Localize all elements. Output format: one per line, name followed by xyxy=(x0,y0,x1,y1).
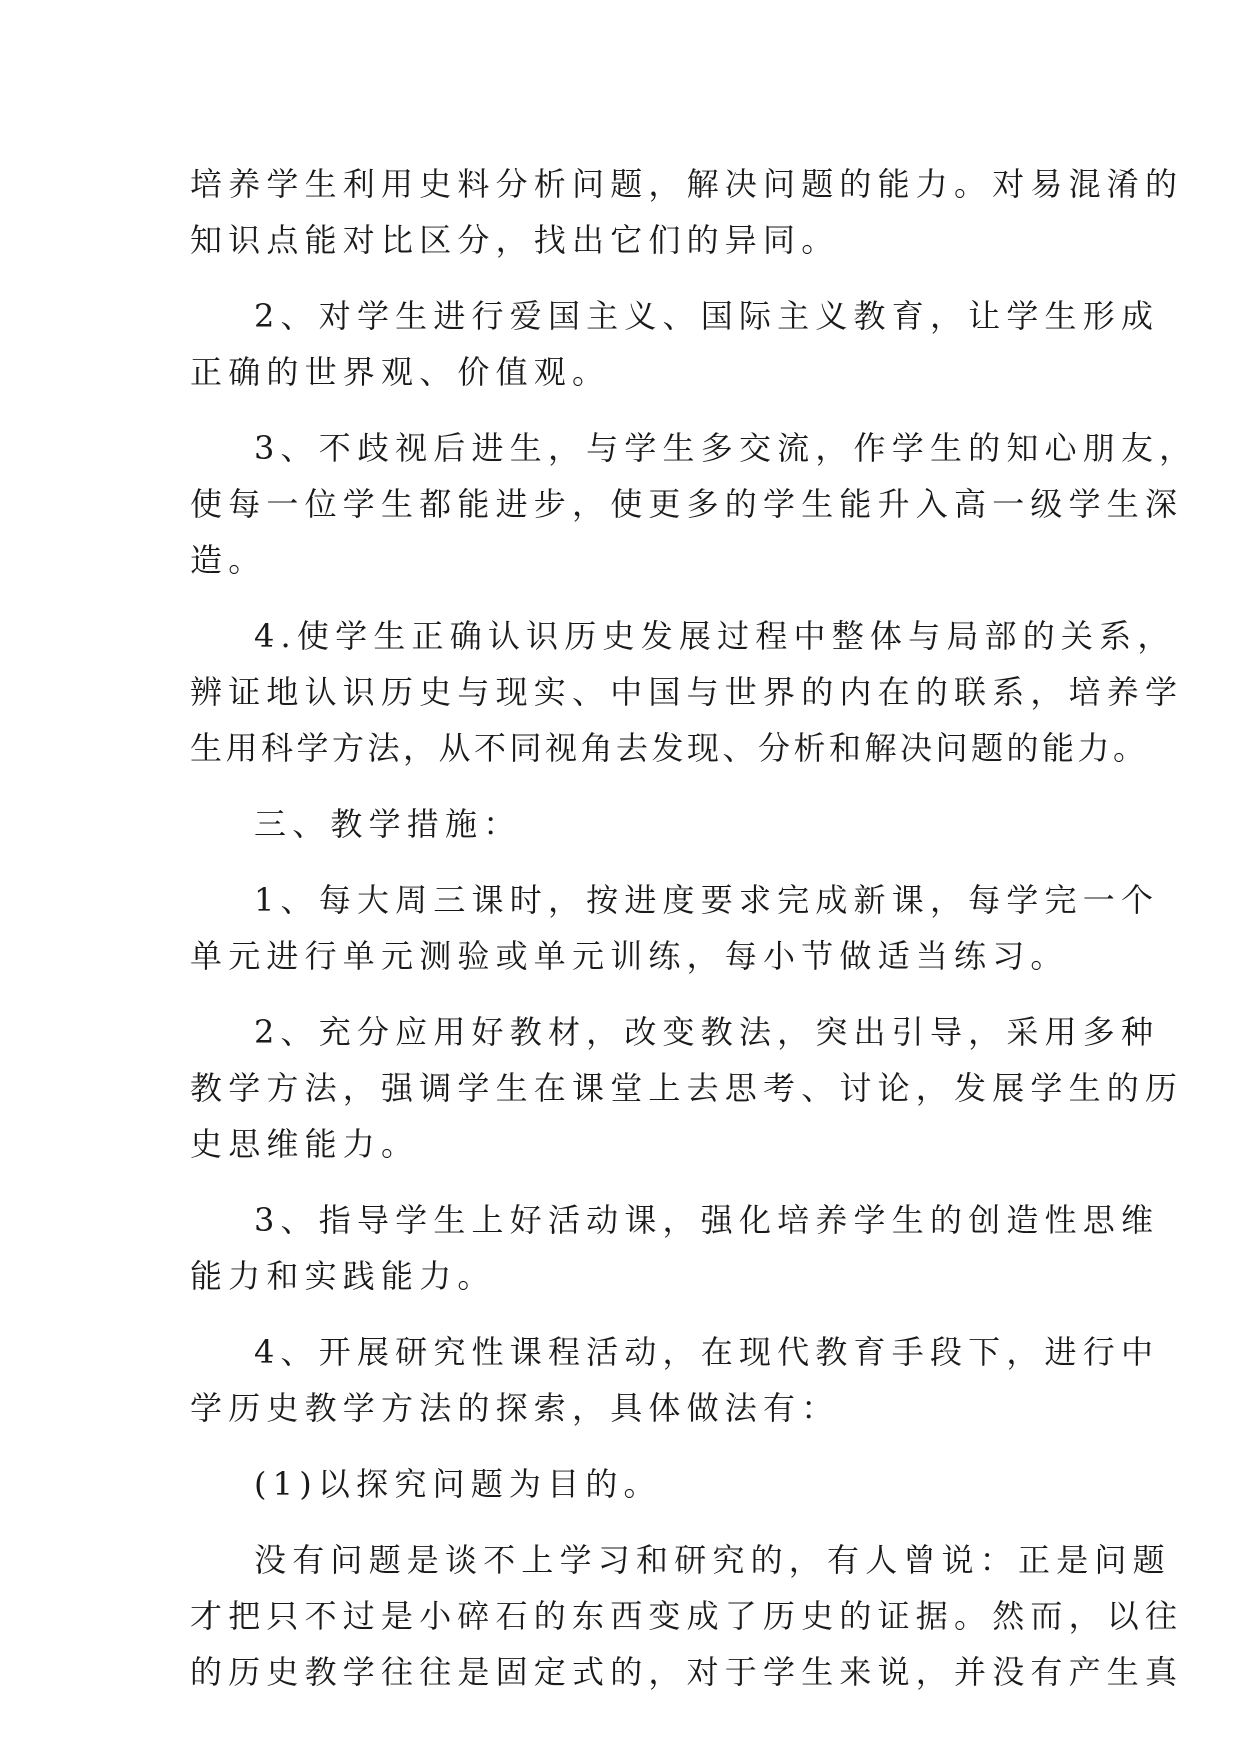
text-line: 生用科学方法，从不同视角去发现、分析和解决问题的能力。 xyxy=(190,729,1149,767)
text-line: 3、指导学生上好活动课，强化培养学生的创造性思维 xyxy=(254,1201,1160,1239)
text-line: 4.使学生正确认识历史发展过程中整体与局部的关系， xyxy=(254,617,1176,655)
section-heading: 三、教学措施： xyxy=(254,805,522,843)
text-line: 才把只不过是小碎石的东西变成了历史的证据。然而，以往 xyxy=(190,1597,1184,1635)
text-line: 辨证地认识历史与现实、中国与世界的内在的联系，培养学 xyxy=(190,673,1184,711)
text-line: 4、开展研究性课程活动，在现代教育手段下，进行中 xyxy=(254,1333,1160,1371)
text-line: 正确的世界观、价值观。 xyxy=(190,353,611,391)
text-line: 3、不歧视后进生，与学生多交流，作学生的知心朋友， xyxy=(254,429,1198,467)
text-line: 造。 xyxy=(190,541,267,579)
text-line: 2、充分应用好教材，改变教法，突出引导，采用多种 xyxy=(254,1013,1160,1051)
text-line: 没有问题是谈不上学习和研究的，有人曾说：正是问题 xyxy=(254,1541,1171,1579)
text-line: 学历史教学方法的探索，具体做法有： xyxy=(190,1389,840,1427)
text-line: 教学方法，强调学生在课堂上去思考、讨论，发展学生的历 xyxy=(190,1069,1184,1107)
text-line: 培养学生利用史料分析问题，解决问题的能力。对易混淆的 xyxy=(190,165,1184,203)
text-line: 知识点能对比区分，找出它们的异同。 xyxy=(190,221,840,259)
text-line: 2、对学生进行爱国主义、国际主义教育，让学生形成 xyxy=(254,297,1160,335)
text-line: 单元进行单元测验或单元训练，每小节做适当练习。 xyxy=(190,937,1069,975)
text-line: 的历史教学往往是固定式的，对于学生来说，并没有产生真 xyxy=(190,1653,1184,1691)
text-line: 使每一位学生都能进步，使更多的学生能升入高一级学生深 xyxy=(190,485,1184,523)
text-line: 能力和实践能力。 xyxy=(190,1257,496,1295)
text-line: (1)以探究问题为目的。 xyxy=(254,1465,662,1503)
text-line: 1、每大周三课时，按进度要求完成新课，每学完一个 xyxy=(254,881,1160,919)
text-line: 史思维能力。 xyxy=(190,1125,420,1163)
